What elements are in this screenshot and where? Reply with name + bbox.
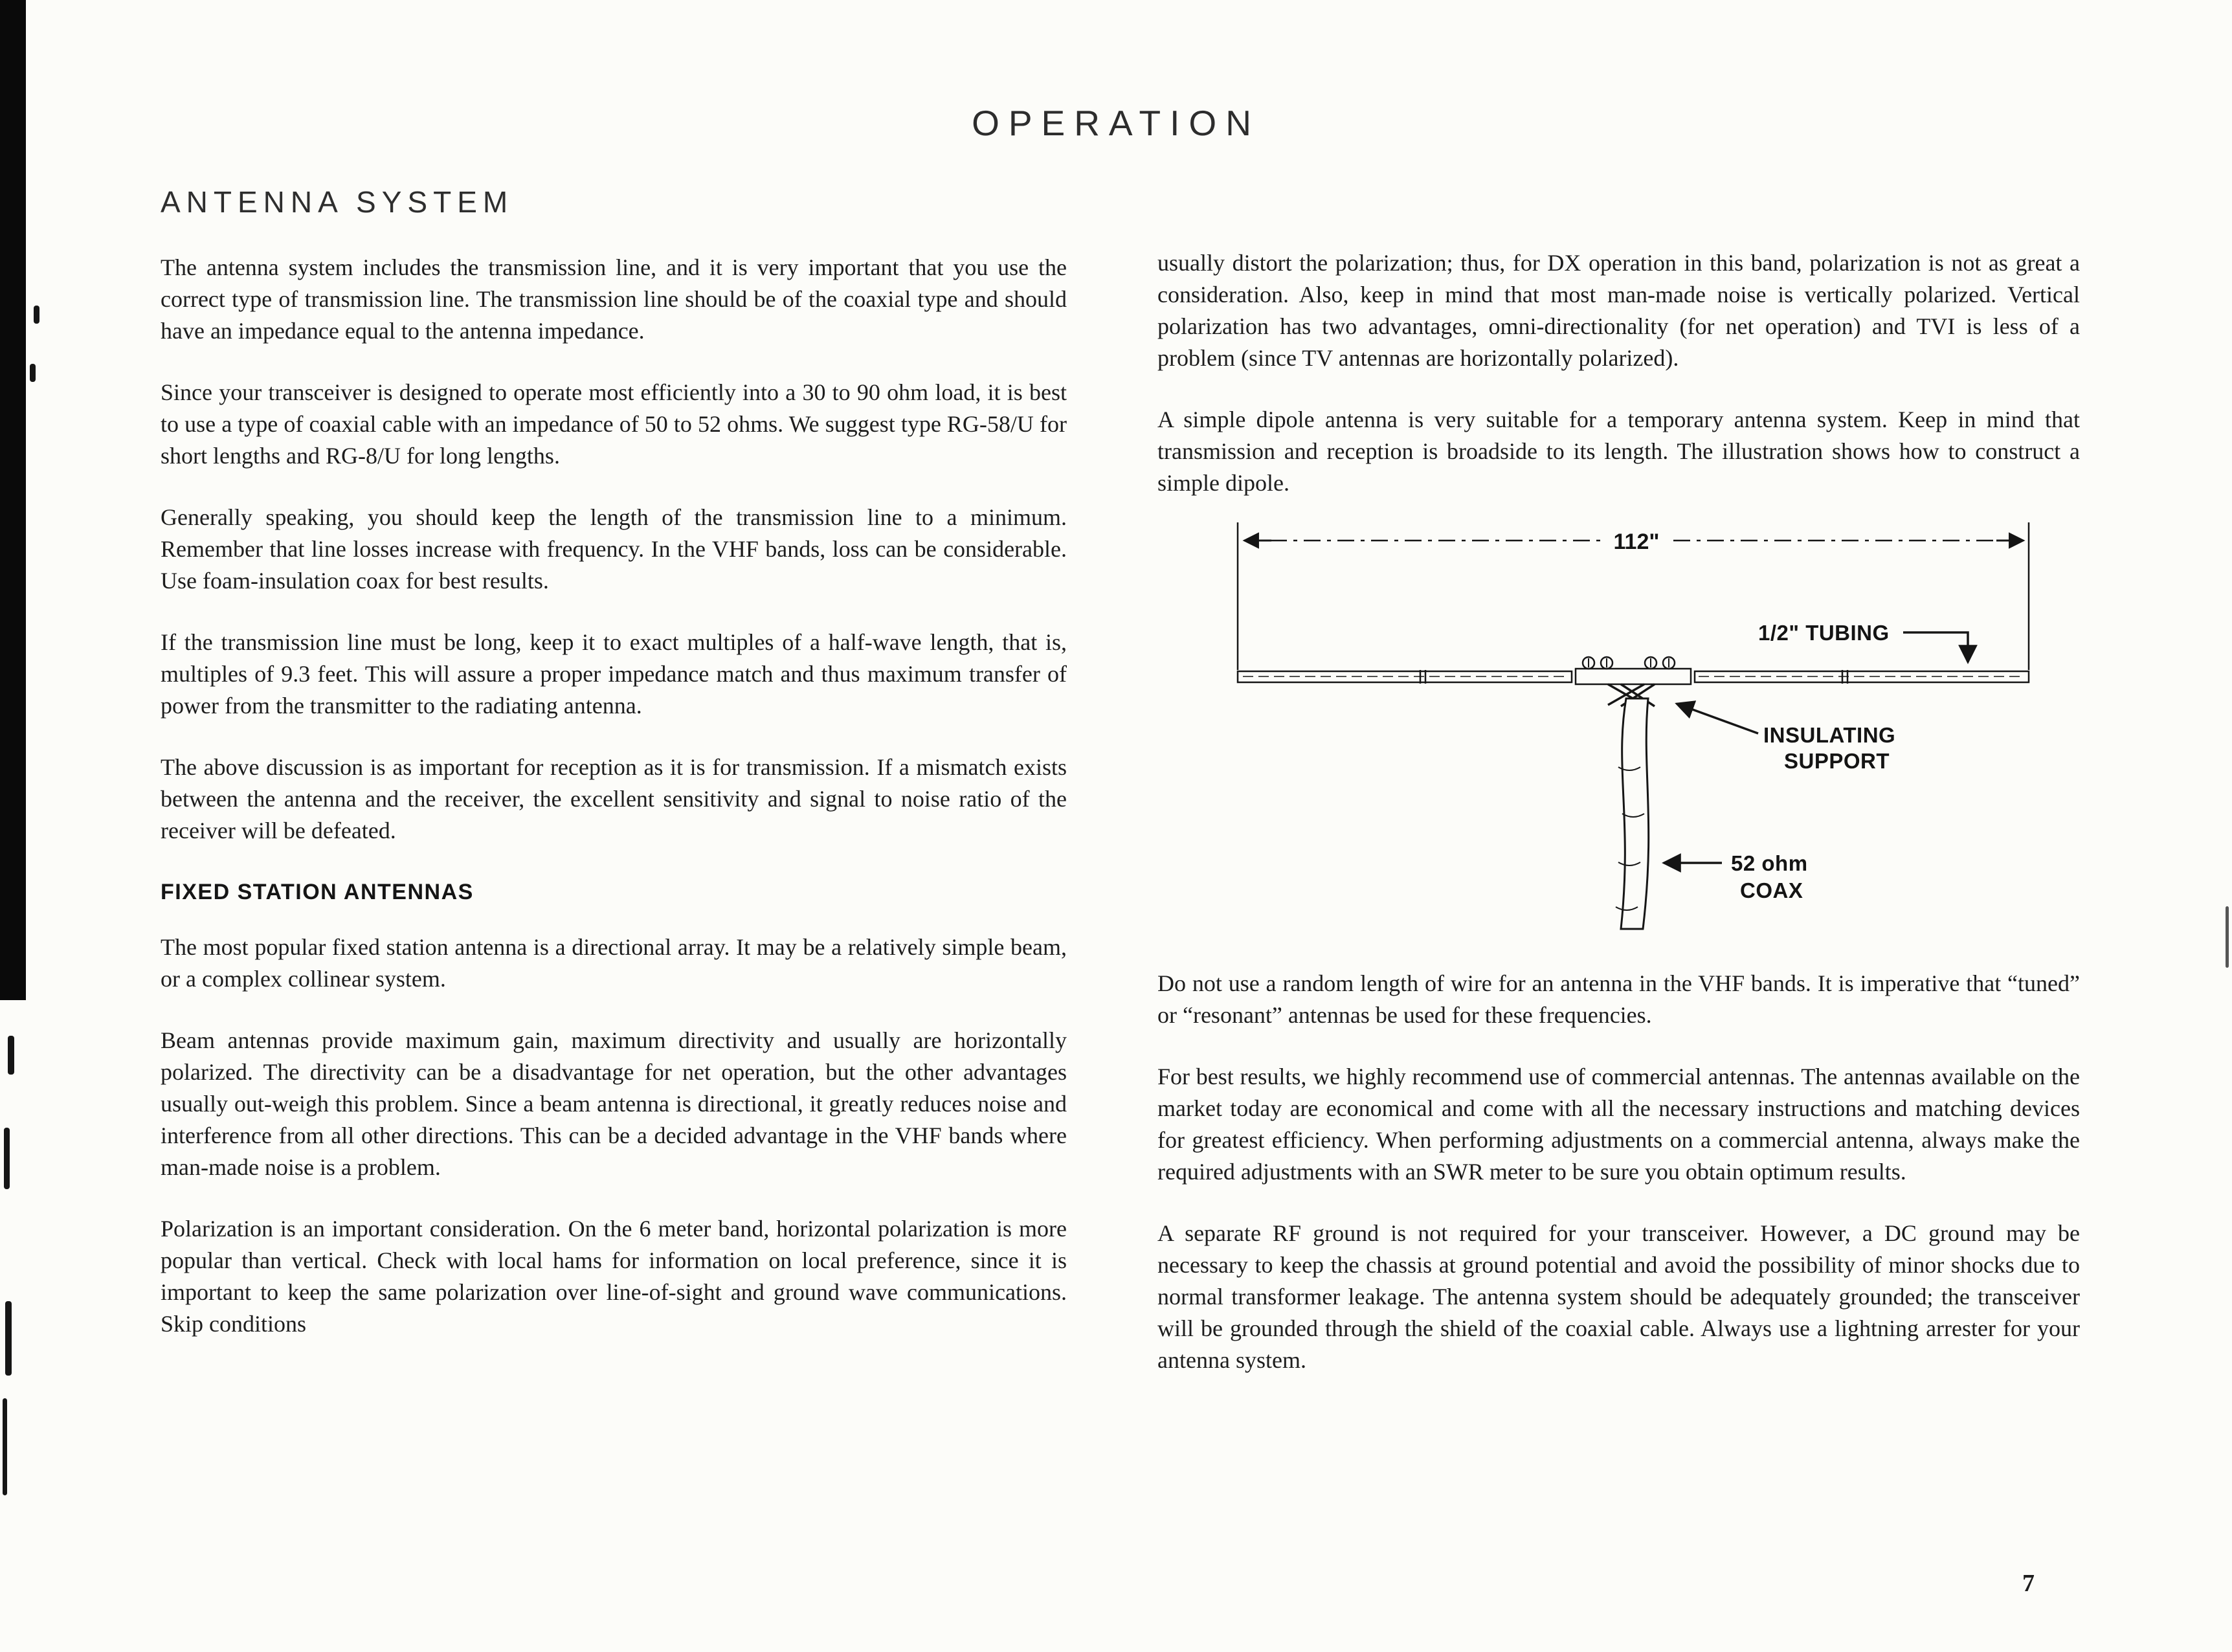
scan-artifact xyxy=(5,1301,12,1376)
center-mounting-plate xyxy=(1576,669,1691,684)
section-heading-antenna-system: ANTENNA SYSTEM xyxy=(161,185,514,219)
coax-label: COAX xyxy=(1740,878,1803,902)
coax-cable xyxy=(1621,698,1649,929)
page-number: 7 xyxy=(2022,1570,2035,1597)
dimension-label: 112" xyxy=(1613,530,1660,554)
body-paragraph: The most popular fixed station antenna is a directional array. It may be a relatively simple beam, or a complex collinear system. xyxy=(161,934,1067,992)
insulating-support-label: INSULATING xyxy=(1763,723,1896,747)
insulating-leader-arrow xyxy=(1677,704,1758,733)
tubing-leader-arrow xyxy=(1903,632,1968,662)
coax-label: 52 ohm xyxy=(1731,851,1808,875)
dipole-diagram xyxy=(1222,509,2044,950)
body-paragraph: If the transmission line must be long, keep it to exact multiples of a half-wave length, that is, multiples of 9.3 feet. This will assure a proper impedance match and thus maximum transfer of power from the transmitter to the radiating antenna. xyxy=(161,629,1067,719)
scan-artifact xyxy=(34,306,39,324)
body-paragraph: Generally speaking, you should keep the length of the transmission line to a minimum. Remember that line losses increase with frequency. In the VHF bands, loss can be considerable. Use foam-insulation coax for best results. xyxy=(161,504,1067,594)
scan-artifact xyxy=(4,1128,10,1189)
dipole-antenna-diagram xyxy=(1222,509,2044,950)
body-paragraph: A separate RF ground is not required for your transceiver. However, a DC ground may be necessary to keep the chassis at ground potential and avoid the possibility of minor shocks due to normal transformer leakage. The antenna system should be adequately grounded; the transceiver will be grounded through the shield of the coaxial cable. Always use a lightning arrester for your antenna system. xyxy=(1157,1220,2080,1373)
body-paragraph: A simple dipole antenna is very suitable for a temporary antenna system. Keep in mind that transmission and reception is broadside to its length. The illustration shows how to construct a simple dipole. xyxy=(1157,407,2080,496)
insulating-support-label: SUPPORT xyxy=(1784,749,1890,773)
body-paragraph: The above discussion is as important for reception as it is for transmission. If a mismatch exists between the antenna and the receiver, the excellent sensitivity and signal to noise ratio of the receiver will be defeated. xyxy=(161,754,1067,843)
scan-artifact-binding-bar xyxy=(0,0,26,1000)
left-column xyxy=(161,186,1067,1370)
right-column xyxy=(1157,247,2080,1406)
body-paragraph: For best results, we highly recommend use of commercial antennas. The antennas available on the market today are economical and come with all the necessary instructions and matching devices for greatest efficiency. When performing adjustments on a commercial antenna, always make the required adjustments with an SWR meter to be sure you obtain optimum results. xyxy=(1157,1064,2080,1185)
scan-artifact xyxy=(30,364,36,382)
body-paragraph: Since your transceiver is designed to operate most efficiently into a 30 to 90 ohm load, it is best to use a type of coaxial cable with an impedance of 50 to 52 ohms. We suggest type RG-58/U for short lengths and RG-8/U for long lengths. xyxy=(161,379,1067,469)
body-paragraph: usually distort the polarization; thus, for DX operation in this band, polarization is not as great a consideration. Also, keep in mind that most man-made noise is vertically polarized. Vertical polarization has two advantages, omni-directionality (for net operation) and TVI is less of a problem (since TV antennas are horizontally polarized). xyxy=(1157,250,2080,371)
tubing-label: 1/2" TUBING xyxy=(1758,621,1890,645)
body-paragraph: Do not use a random length of wire for an antenna in the VHF bands. It is imperative that “tuned” or “resonant” antennas be used for these frequencies. xyxy=(1157,970,2080,1028)
clamp-bolts xyxy=(1583,657,1675,669)
scan-artifact xyxy=(8,1036,14,1075)
body-paragraph: Polarization is an important consideration. On the 6 meter band, horizontal polarization is more popular than vertical. Check with local hams for information on local preference, since it is important to keep the same polarization over line-of-sight and ground wave communications. Skip conditions xyxy=(161,1216,1067,1337)
body-paragraph: Beam antennas provide maximum gain, maximum directivity and usually are horizontally polarized. The directivity can be a disadvantage for net operation, but the other advantages usually out-weigh this problem. Since a beam antenna is directional, it greatly reduces noise and interference from all other directions. This can be a decided advantage in the VHF bands where man-made noise is a problem. xyxy=(161,1027,1067,1180)
body-paragraph: The antenna system includes the transmission line, and it is very important that you use the correct type of transmission line. The transmission line should be of the coaxial type and should have an impedance equal to the antenna impedance. xyxy=(161,254,1067,344)
scan-artifact xyxy=(2226,906,2229,968)
subsection-heading-fixed-station: FIXED STATION ANTENNAS xyxy=(161,880,474,904)
page-title: OPERATION xyxy=(972,103,1260,143)
scan-artifact xyxy=(3,1398,7,1495)
